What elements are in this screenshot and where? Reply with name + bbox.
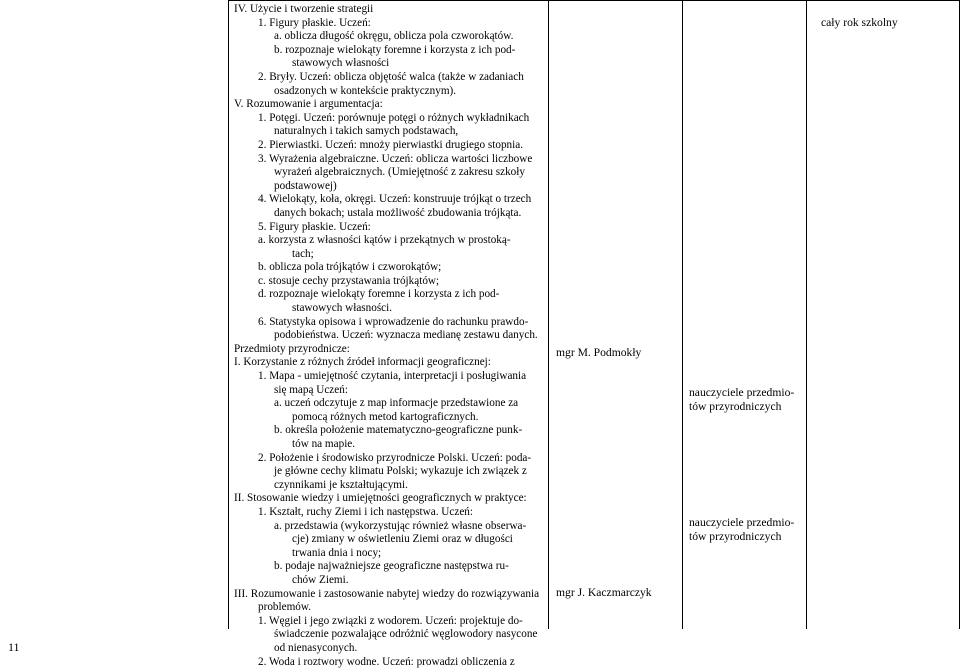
content-line: a. uczeń odczytuje z map informacje przedstawione za xyxy=(234,397,546,411)
who-line: nauczyciele przedmio- xyxy=(689,516,794,530)
content-line: podobieństwa. Uczeń: wyznacza medianę zestawu danych. xyxy=(234,329,546,343)
content-line: b. podaje najważniejsze geograficzne następstwa ru- xyxy=(234,560,546,574)
content-line: I. Korzystanie z różnych źródeł informacji geograficznej: xyxy=(234,356,546,370)
content-line: 1. Kształt, ruchy Ziemi i ich następstwa. Uczeń: xyxy=(234,506,546,520)
content-line: a. przedstawia (wykorzystując również własne obserwa- xyxy=(234,520,546,534)
content-line: 2. Pierwiastki. Uczeń: mnoży pierwiastki drugiego stopnia. xyxy=(234,139,546,153)
content-line: 1. Figury płaskie. Uczeń: xyxy=(234,17,546,31)
column-divider-2 xyxy=(548,0,549,629)
content-line: czynnikami je kształtującymi. xyxy=(234,479,546,493)
content-line: 3. Wyrażenia algebraiczne. Uczeń: oblicza wartości liczbowe xyxy=(234,153,546,167)
content-line: 2. Woda i roztwory wodne. Uczeń: prowadzi obliczenia z xyxy=(234,656,546,669)
content-line: podstawowej) xyxy=(234,180,546,194)
content-line: pomocą różnych metod kartograficznych. xyxy=(234,411,546,425)
content-line: się mapą Uczeń: xyxy=(234,384,546,398)
who-cell xyxy=(689,516,794,544)
content-line: 4. Wielokąty, koła, okręgi. Uczeń: konstruuje trójkąt o trzech xyxy=(234,193,546,207)
column-divider-4 xyxy=(806,0,807,629)
who-line: nauczyciele przedmio- xyxy=(689,386,794,400)
when-text: cały rok szkolny xyxy=(821,16,898,29)
content-line: 6. Statystyka opisowa i wprowadzenie do rachunku prawdo- xyxy=(234,316,546,330)
content-line: tach; xyxy=(234,248,546,262)
content-line: tów na mapie. xyxy=(234,438,546,452)
content-line: V. Rozumowanie i argumentacja: xyxy=(234,98,546,112)
content-line: b. rozpoznaje wielokąty foremne i korzysta z ich pod- xyxy=(234,44,546,58)
column-divider-1 xyxy=(228,0,229,629)
content-line: c. stosuje cechy przystawania trójkątów; xyxy=(234,275,546,289)
content-line: problemów. xyxy=(234,601,546,615)
content-line: danych bokach; ustala możliwość zbudowania trójkąta. xyxy=(234,207,546,221)
content-line: IV. Użycie i tworzenie strategii xyxy=(234,3,546,17)
content-line: a. oblicza długość okręgu, oblicza pola czworokątów. xyxy=(234,30,546,44)
content-line: 1. Mapa - umiejętność czytania, interpretacji i posługiwania xyxy=(234,370,546,384)
who-line: tów przyrodniczych xyxy=(689,530,794,544)
content-line: 2. Bryły. Uczeń: oblicza objętość walca (także w zadaniach xyxy=(234,71,546,85)
content-line: b. określa położenie matematyczno-geograficzne punk- xyxy=(234,424,546,438)
responsible-teacher: mgr J. Kaczmarczyk xyxy=(556,586,652,600)
when-cell xyxy=(821,16,898,30)
page-number: 11 xyxy=(8,640,20,655)
content-line: stawowych własności. xyxy=(234,302,546,316)
content-line: a. korzysta z własności kątów i przekątnych w prostoką- xyxy=(234,234,546,248)
content-line: naturalnych i takich samych podstawach, xyxy=(234,125,546,139)
content-column xyxy=(234,3,546,669)
content-line: trwania dnia i nocy; xyxy=(234,547,546,561)
content-line: chów Ziemi. xyxy=(234,574,546,588)
content-line: d. rozpoznaje wielokąty foremne i korzysta z ich pod- xyxy=(234,288,546,302)
content-line: cje) zmiany w oświetleniu Ziemi oraz w długości xyxy=(234,533,546,547)
who-cell xyxy=(689,386,794,414)
content-line: stawowych własności xyxy=(234,57,546,71)
content-line: je główne cechy klimatu Polski; wykazuje ich związek z xyxy=(234,465,546,479)
responsible-teacher: mgr M. Podmokły xyxy=(556,346,641,360)
content-line: II. Stosowanie wiedzy i umiejętności geograficznych w praktyce: xyxy=(234,492,546,506)
content-line: Przedmioty przyrodnicze: xyxy=(234,343,546,357)
column-divider-3 xyxy=(682,0,683,629)
content-line: od nienasyconych. xyxy=(234,642,546,656)
content-line: 2. Położenie i środowisko przyrodnicze Polski. Uczeń: poda- xyxy=(234,452,546,466)
content-line: 5. Figury płaskie. Uczeń: xyxy=(234,221,546,235)
content-line: 1. Węgiel i jego związki z wodorem. Uczeń: projektuje do- xyxy=(234,615,546,629)
content-line: osadzonych w kontekście praktycznym). xyxy=(234,85,546,99)
content-line: świadczenie pozwalające odróżnić węglowodory nasycone xyxy=(234,628,546,642)
content-line: III. Rozumowanie i zastosowanie nabytej wiedzy do rozwiązywania xyxy=(234,588,546,602)
content-line: wyrażeń algebraicznych. (Umiejętność z zakresu szkoły xyxy=(234,166,546,180)
table-top-border xyxy=(228,0,960,1)
who-line: tów przyrodniczych xyxy=(689,400,794,414)
content-line: b. oblicza pola trójkątów i czworokątów; xyxy=(234,261,546,275)
content-line: 1. Potęgi. Uczeń: porównuje potęgi o różnych wykładnikach xyxy=(234,112,546,126)
